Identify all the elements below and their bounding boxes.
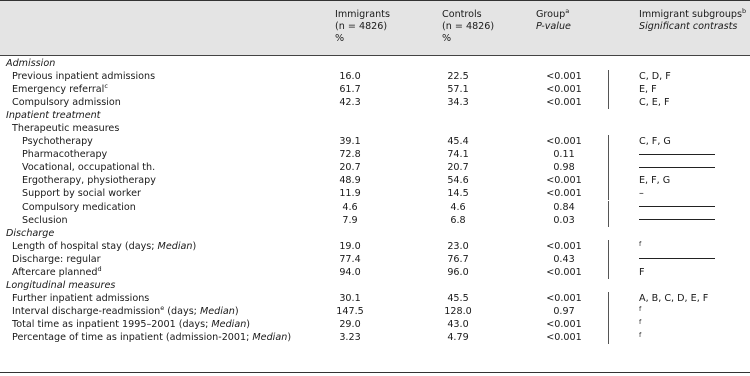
header-subgroups-title-text: Immigrant subgroups <box>639 9 743 20</box>
column-divider <box>608 305 609 318</box>
row-label-suffix: Median <box>157 240 193 252</box>
subsection-row <box>0 122 750 135</box>
immigrants-value: 4.6 <box>342 201 358 213</box>
row-label <box>22 201 136 214</box>
row-label-suffix: Median <box>199 305 235 317</box>
table-row <box>0 174 750 187</box>
row-label-suffix: Median <box>252 331 288 343</box>
row-label <box>12 266 102 279</box>
controls-value: 128.0 <box>444 305 472 317</box>
header-immigrants <box>335 9 390 45</box>
immigrants-value: 72.8 <box>339 149 361 161</box>
controls-value: 45.5 <box>447 292 469 304</box>
controls-value: 4.79 <box>447 331 469 343</box>
p-value: 0.03 <box>553 214 575 226</box>
table-row <box>0 305 750 318</box>
immigrants-value: 61.7 <box>339 84 361 96</box>
contrast-value: A, B, C, D, E, F <box>639 292 709 304</box>
p-value: <0.001 <box>546 84 582 96</box>
table-row <box>0 318 750 331</box>
controls-value: 76.7 <box>447 253 469 265</box>
table-body <box>0 57 750 344</box>
row-label-footnote: c <box>104 82 108 91</box>
column-divider <box>608 318 609 331</box>
contrast-value: E, F, G <box>639 175 671 187</box>
controls-value: 43.0 <box>447 318 469 330</box>
p-value: 0.84 <box>553 201 575 213</box>
immigrants-value: 147.5 <box>336 305 364 317</box>
contrast-footnote: f <box>639 330 642 339</box>
row-label <box>12 305 239 318</box>
p-value: <0.001 <box>546 71 582 83</box>
row-label <box>12 318 250 331</box>
row-label-mid: (days; <box>164 305 200 317</box>
contrast-value: C, F, G <box>639 136 671 148</box>
row-label-footnote: e <box>160 303 165 312</box>
table-header <box>0 0 750 56</box>
section-label: Admission <box>6 58 56 69</box>
row-label-text: Aftercare planned <box>12 266 98 278</box>
contrast-footnote: f <box>639 239 642 248</box>
row-label <box>12 96 121 109</box>
p-value: 0.11 <box>553 149 575 161</box>
column-divider <box>608 331 609 344</box>
row-label-close: ) <box>246 318 251 330</box>
header-group-title-text: Group <box>536 9 566 20</box>
controls-value: 14.5 <box>447 188 469 200</box>
row-label <box>22 161 155 174</box>
controls-value: 34.3 <box>447 97 469 109</box>
column-divider <box>608 187 609 200</box>
row-label <box>12 331 291 344</box>
column-divider <box>608 253 609 266</box>
row-label-text: Further inpatient admissions <box>12 292 150 304</box>
row-label <box>22 135 93 148</box>
header-subgroups-sub: Significant contrasts <box>639 21 738 32</box>
immigrants-value: 29.0 <box>339 318 361 330</box>
controls-value: 4.6 <box>450 201 466 213</box>
controls-value: 20.7 <box>447 162 469 174</box>
column-divider <box>608 148 609 161</box>
section-label: Inpatient treatment <box>6 110 101 122</box>
contrast-none-line <box>639 148 715 161</box>
table-row <box>0 83 750 96</box>
column-divider <box>608 266 609 279</box>
row-label-text: Compulsory admission <box>12 97 121 109</box>
immigrants-value: 94.0 <box>339 266 361 278</box>
column-divider <box>608 174 609 187</box>
column-divider <box>608 240 609 253</box>
contrast-value: C, D, F <box>639 71 671 83</box>
immigrants-value: 30.1 <box>339 292 361 304</box>
controls-value: 23.0 <box>447 240 469 252</box>
row-label-text: Psychotherapy <box>22 136 93 148</box>
row-label-text: Interval discharge-readmission <box>12 305 161 317</box>
immigrants-value: 19.0 <box>339 240 361 252</box>
controls-value: 45.4 <box>447 136 469 148</box>
immigrants-value: 39.1 <box>339 136 361 148</box>
column-divider <box>608 214 609 227</box>
immigrants-value: 77.4 <box>339 253 361 265</box>
table-row <box>0 187 750 200</box>
row-label-text: Support by social worker <box>22 188 141 200</box>
section-label: Longitudinal measures <box>6 279 116 291</box>
p-value: <0.001 <box>546 266 582 278</box>
row-label-footnote: d <box>97 264 102 273</box>
p-value: <0.001 <box>546 240 582 252</box>
section-header-row <box>0 109 750 122</box>
row-label-close: ) <box>234 305 239 317</box>
row-label <box>12 240 196 253</box>
row-label <box>12 292 149 305</box>
contrast-none-line <box>639 201 715 214</box>
table-row <box>0 331 750 344</box>
row-label-text: Ergotherapy, physiotherapy <box>22 175 156 187</box>
contrast-none-line <box>639 214 715 227</box>
header-subgroups-title <box>639 9 746 21</box>
contrast-value: E, F <box>639 84 657 96</box>
header-immigrants-title: Immigrants <box>335 9 390 20</box>
row-label-text: Pharmacotherapy <box>22 149 108 161</box>
p-value: <0.001 <box>546 136 582 148</box>
contrast-none-line <box>639 253 715 266</box>
contrast-value: – <box>639 188 644 200</box>
row-label-text: Discharge: regular <box>12 253 101 265</box>
header-immigrants-unit: % <box>335 33 345 44</box>
column-divider <box>608 201 609 214</box>
header-group-title <box>536 9 571 21</box>
header-group <box>536 9 571 33</box>
column-divider <box>608 70 609 83</box>
subsection-label: Therapeutic measures <box>12 123 120 135</box>
header-group-sub: P-value <box>536 21 571 32</box>
p-value: <0.001 <box>546 331 582 343</box>
table-row <box>0 266 750 279</box>
row-label-text: Previous inpatient admissions <box>12 71 156 83</box>
p-value: <0.001 <box>546 318 582 330</box>
table-row <box>0 148 750 161</box>
row-label-close: ) <box>287 331 292 343</box>
table-row <box>0 253 750 266</box>
section-header-row <box>0 57 750 70</box>
contrast-footnote: f <box>639 317 642 326</box>
table-row <box>0 201 750 214</box>
controls-value: 57.1 <box>447 84 469 96</box>
row-label <box>22 148 107 161</box>
column-divider <box>608 83 609 96</box>
table-row <box>0 292 750 305</box>
p-value: <0.001 <box>546 175 582 187</box>
table-row <box>0 161 750 174</box>
p-value: <0.001 <box>546 292 582 304</box>
header-group-footnote: a <box>565 7 570 15</box>
table-row <box>0 214 750 227</box>
header-subgroups-footnote: b <box>742 7 747 15</box>
column-divider <box>608 292 609 305</box>
table-row <box>0 96 750 109</box>
table-row <box>0 240 750 253</box>
header-controls-n: (n = 4826) <box>442 21 495 32</box>
controls-value: 54.6 <box>447 175 469 187</box>
section-header-row <box>0 227 750 240</box>
immigrants-value: 16.0 <box>339 71 361 83</box>
row-label <box>12 253 101 266</box>
row-label-suffix: Median <box>211 318 247 330</box>
p-value: <0.001 <box>546 97 582 109</box>
row-label <box>12 70 155 83</box>
table-row <box>0 135 750 148</box>
controls-value: 96.0 <box>447 266 469 278</box>
immigrants-value: 48.9 <box>339 175 361 187</box>
header-controls-title: Controls <box>442 9 482 20</box>
p-value: 0.97 <box>553 305 575 317</box>
p-value: <0.001 <box>546 188 582 200</box>
header-controls-unit: % <box>442 33 452 44</box>
row-label-text: Percentage of time as inpatient (admission-2001; <box>12 331 253 343</box>
table-row <box>0 70 750 83</box>
column-divider <box>608 161 609 174</box>
bottom-rule <box>0 372 750 373</box>
header-controls <box>442 9 494 45</box>
section-header-row <box>0 279 750 292</box>
column-divider <box>608 135 609 148</box>
immigrants-value: 3.23 <box>339 331 361 343</box>
header-subgroups <box>639 9 746 33</box>
row-label-close: ) <box>192 240 197 252</box>
controls-value: 6.8 <box>450 214 466 226</box>
column-divider <box>608 96 609 109</box>
header-immigrants-n: (n = 4826) <box>335 21 388 32</box>
row-label-text: Total time as inpatient 1995–2001 (days; <box>12 318 212 330</box>
row-label-text: Length of hospital stay (days; <box>12 240 158 252</box>
immigrants-value: 7.9 <box>342 214 358 226</box>
section-label: Discharge <box>6 227 55 239</box>
row-label-text: Emergency referral <box>12 84 105 96</box>
p-value: 0.43 <box>553 253 575 265</box>
controls-value: 74.1 <box>447 149 469 161</box>
row-label <box>22 174 156 187</box>
row-label <box>22 214 68 227</box>
p-value: 0.98 <box>553 162 575 174</box>
row-label-text: Seclusion <box>22 214 68 226</box>
row-label <box>12 83 108 96</box>
immigrants-value: 42.3 <box>339 97 361 109</box>
contrast-none-line <box>639 161 715 174</box>
controls-value: 22.5 <box>447 71 469 83</box>
immigrants-value: 11.9 <box>339 188 361 200</box>
contrast-footnote: f <box>639 304 642 313</box>
contrast-value: C, E, F <box>639 97 670 109</box>
row-label-text: Compulsory medication <box>22 201 136 213</box>
contrast-value: F <box>639 266 645 278</box>
row-label-text: Vocational, occupational th. <box>22 162 156 174</box>
immigrants-value: 20.7 <box>339 162 361 174</box>
row-label <box>22 187 141 200</box>
